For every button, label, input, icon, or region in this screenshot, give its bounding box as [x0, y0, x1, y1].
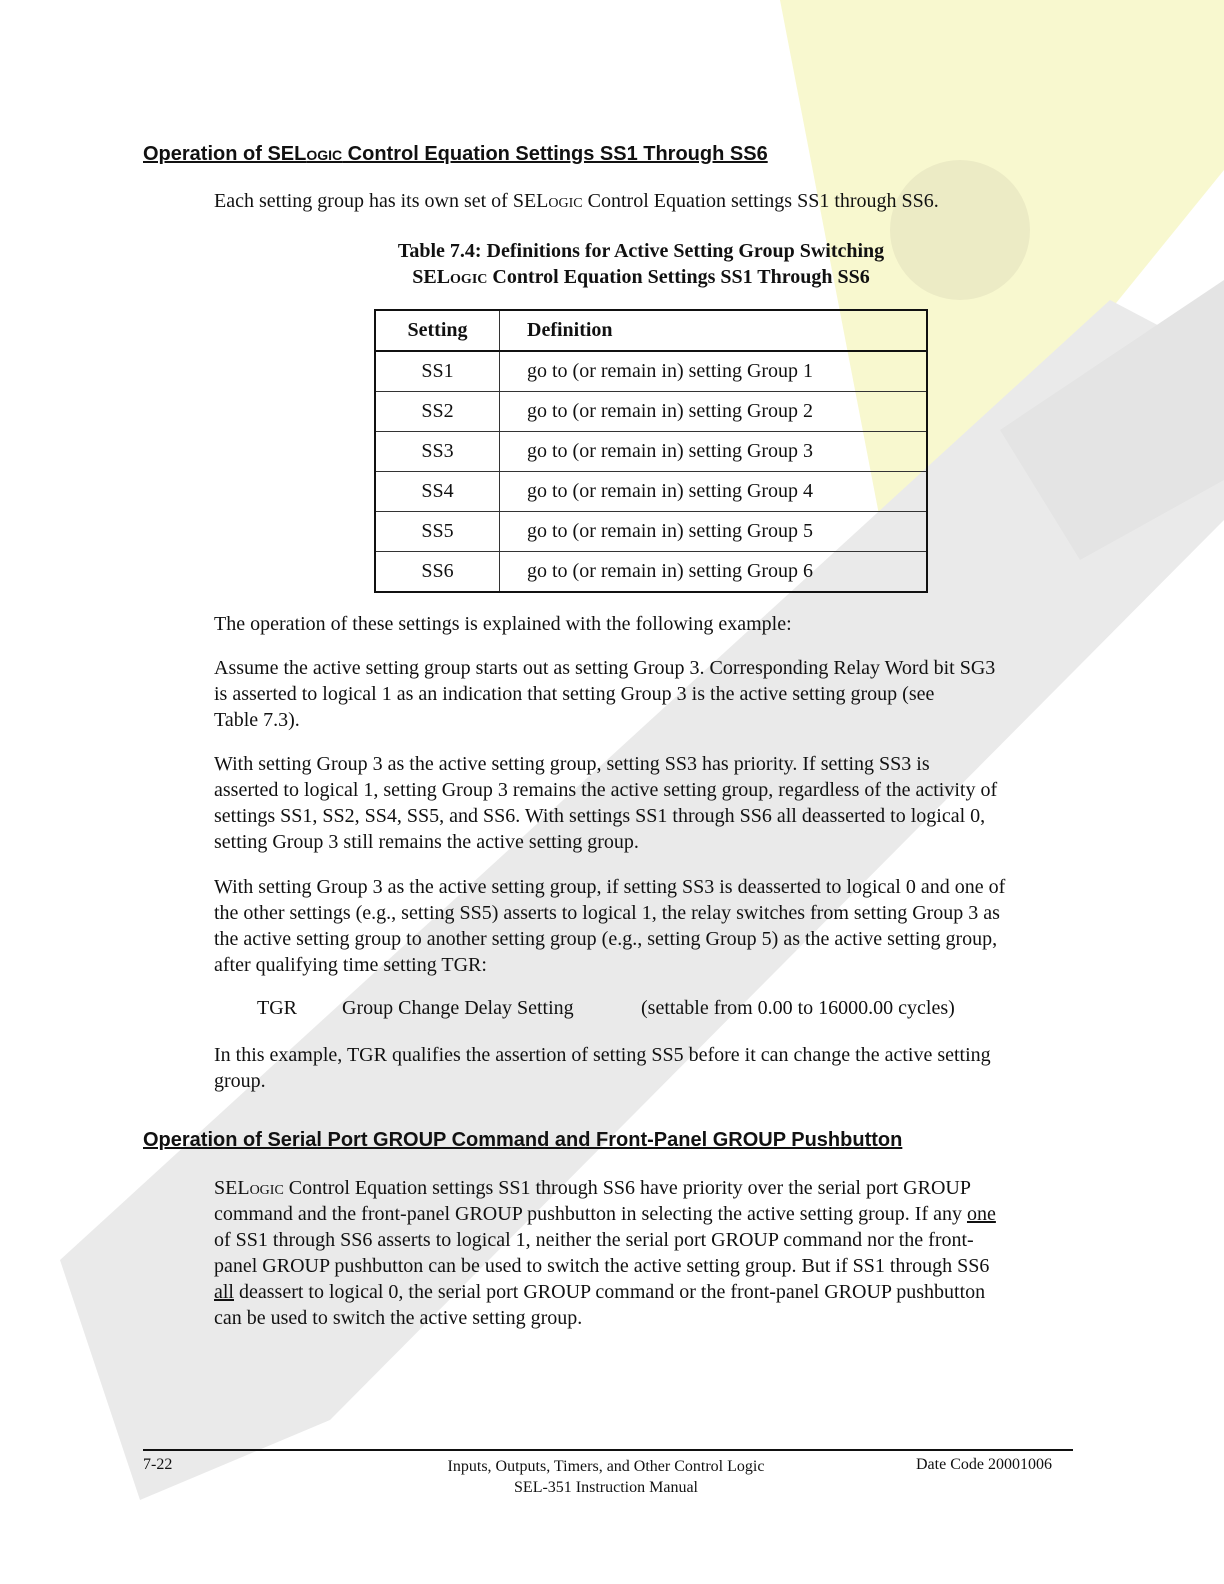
definition-cell: go to (or remain in) setting Group 4	[500, 472, 928, 512]
paragraph-line: group.	[214, 1070, 266, 1092]
section2-paragraph	[214, 1175, 1074, 1331]
footer-divider	[143, 1449, 1073, 1451]
paragraph-1	[214, 611, 1074, 637]
table-header-row	[375, 310, 927, 351]
paragraph-4	[214, 874, 1074, 978]
table-caption-line1: Table 7.4: Definitions for Active Setting Group Switching	[397, 240, 885, 262]
table-row	[375, 552, 927, 593]
intro-text: Each setting group has its own set of SEL	[214, 190, 549, 212]
paragraph-line: With setting Group 3 as the active setting group, if setting SS3 is deasserted to logical 0 and one of	[214, 876, 1006, 898]
footer-date-code: Date Code 20001006	[916, 1456, 1052, 1473]
paragraph-5	[214, 1042, 1074, 1094]
setting-cell: SS2	[375, 392, 500, 432]
definitions-table	[374, 309, 928, 593]
paragraph-line: after qualifying time setting TGR:	[214, 954, 487, 976]
paragraph-line: With setting Group 3 as the active setting group, setting SS3 has priority. If setting SS3 is	[214, 753, 930, 775]
setting-cell: SS5	[375, 512, 500, 552]
paragraph-line: In this example, TGR qualifies the assertion of setting SS5 before it can change the active setting	[214, 1044, 991, 1066]
paragraph-line: the other settings (e.g., setting SS5) asserts to logical 1, the relay switches from setting Group 3 as	[214, 902, 1000, 924]
paragraph-smallcaps: ogic	[249, 1177, 284, 1199]
table-row	[375, 472, 927, 512]
table-row	[375, 392, 927, 432]
heading-smallcaps: ogic	[306, 143, 343, 165]
table-caption-smallcaps: ogic	[450, 266, 488, 288]
setting-cell: SS1	[375, 351, 500, 392]
setting-cell: SS6	[375, 552, 500, 593]
table-row	[375, 512, 927, 552]
paragraph-text: The operation of these settings is explained with the following example:	[214, 613, 792, 635]
paragraph-line: Table 7.3).	[214, 709, 300, 731]
paragraph-line: setting Group 3 still remains the active setting group.	[214, 831, 639, 853]
paragraph-line: Assume the active setting group starts out as setting Group 3. Corresponding Relay Word bit SG3	[214, 657, 996, 679]
definition-cell: go to (or remain in) setting Group 1	[500, 351, 928, 392]
heading-text: Operation of SEL	[143, 143, 307, 165]
table-caption-text: Control Equation Settings SS1 Through SS6	[487, 266, 870, 288]
paragraph-line: is asserted to logical 1 as an indication that setting Group 3 is the active setting group (see	[214, 683, 935, 705]
intro-text: Control Equation settings SS1 through SS6.	[582, 190, 939, 212]
paragraph-text: Control Equation settings SS1 through SS6 have priority over the serial port GROUP	[283, 1177, 971, 1199]
section-heading-selogic	[143, 143, 768, 166]
paragraph-text: command and the front-panel GROUP pushbutton in selecting the active setting group. If any	[214, 1203, 967, 1225]
heading-text: Control Equation Settings SS1 Through SS6	[342, 143, 768, 165]
definition-cell: go to (or remain in) setting Group 2	[500, 392, 928, 432]
paragraph-line: asserted to logical 1, setting Group 3 remains the active setting group, regardless of the activity of	[214, 779, 998, 801]
table-caption-text: SEL	[412, 266, 451, 288]
footer-title	[300, 1456, 912, 1498]
footer-title-line2: SEL-351 Instruction Manual	[514, 1479, 698, 1496]
column-header-definition: Definition	[500, 310, 928, 351]
definition-cell: go to (or remain in) setting Group 3	[500, 432, 928, 472]
footer-page-number: 7-22	[143, 1456, 173, 1473]
paragraph-text: SEL	[214, 1177, 250, 1199]
paragraph-line: the active setting group to another setting group (e.g., setting Group 5) as the active setting group,	[214, 928, 998, 950]
paragraph-line: can be used to switch the active setting group.	[214, 1307, 583, 1329]
table-row	[375, 432, 927, 472]
emphasis-one: one	[966, 1203, 996, 1225]
paragraph-line: of SS1 through SS6 asserts to logical 1, neither the serial port GROUP command nor the front-	[214, 1229, 974, 1251]
intro-paragraph	[214, 188, 1074, 214]
definition-cell: go to (or remain in) setting Group 6	[500, 552, 928, 593]
definition-cell: go to (or remain in) setting Group 5	[500, 512, 928, 552]
section-heading-group-command: Operation of Serial Port GROUP Command and Front-Panel GROUP Pushbutton	[143, 1129, 903, 1151]
paragraph-line: panel GROUP pushbutton can be used to switch the active setting group. But if SS1 through SS6	[214, 1255, 990, 1277]
setting-cell: SS4	[375, 472, 500, 512]
table-caption	[300, 238, 982, 290]
paragraph-3	[214, 751, 1074, 855]
paragraph-2	[214, 655, 1074, 733]
paragraph-line: settings SS1, SS2, SS4, SS5, and SS6. With settings SS1 through SS6 all deasserted to logical 0,	[214, 805, 986, 827]
table-row	[375, 351, 927, 392]
tgr-setting-name: TGR	[257, 997, 297, 1019]
tgr-setting-range: (settable from 0.00 to 16000.00 cycles)	[641, 997, 955, 1019]
tgr-setting-label: Group Change Delay Setting	[342, 997, 574, 1019]
footer-title-line1: Inputs, Outputs, Timers, and Other Control Logic	[447, 1458, 765, 1475]
emphasis-all: all	[214, 1281, 234, 1303]
column-header-setting: Setting	[375, 310, 500, 351]
paragraph-text: deassert to logical 0, the serial port GROUP command or the front-panel GROUP pushbutton	[234, 1281, 986, 1303]
setting-cell: SS3	[375, 432, 500, 472]
intro-smallcaps: ogic	[548, 190, 583, 212]
